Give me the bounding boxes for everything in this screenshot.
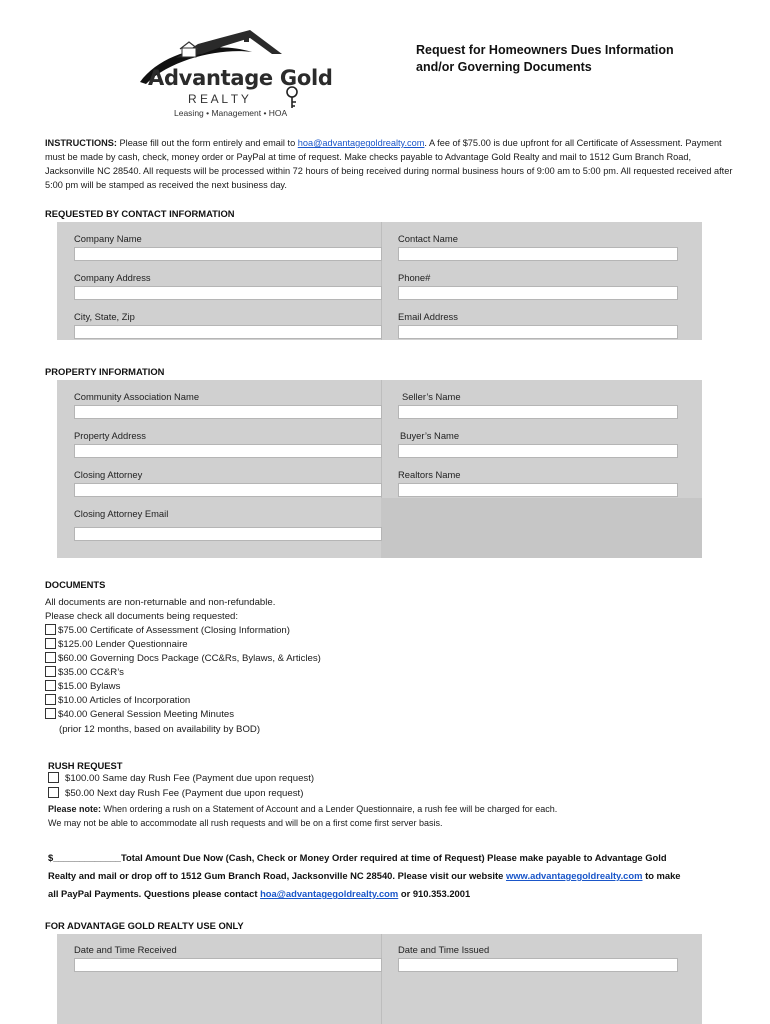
document-option-certificate[interactable]	[45, 624, 290, 638]
instructions-text-1: Please fill out the form entirely and email to	[116, 138, 298, 148]
empty-cell	[381, 498, 702, 558]
checkbox[interactable]	[45, 624, 56, 635]
instructions-email-link[interactable]: hoa@advantagegoldrealty.com	[297, 138, 425, 148]
logo-tagline: Leasing • Management • HOA	[174, 108, 288, 118]
documents-section-heading: DOCUMENTS	[45, 579, 106, 590]
total-line-3-text: all PayPal Payments. Questions please contact	[48, 888, 261, 899]
logo-realty: R E A L T Y	[188, 92, 249, 106]
total-line-3	[48, 887, 470, 901]
document-option-label: $15.00 Bylaws	[58, 681, 121, 692]
rush-option-next-day[interactable]	[48, 787, 303, 801]
office-section-heading: FOR ADVANTAGE GOLD REALTY USE ONLY	[45, 920, 244, 931]
city-state-zip-input[interactable]	[74, 325, 382, 339]
buyer-label: Buyer’s Name	[400, 430, 460, 441]
instructions-paragraph	[45, 136, 735, 192]
checkbox[interactable]	[48, 772, 59, 783]
total-amount-blank[interactable]: _____________	[53, 852, 121, 863]
contact-panel	[57, 222, 702, 340]
document-option-articles[interactable]	[45, 694, 190, 708]
website-link[interactable]: www.advantagegoldrealty.com	[505, 870, 643, 881]
document-option-label: $75.00 Certificate of Assessment (Closing Information)	[58, 625, 290, 636]
checkbox[interactable]	[45, 708, 56, 719]
documents-note-nonrefundable: All documents are non-returnable and non-refundable.	[45, 597, 276, 608]
logo-brand: Advantage Gold	[148, 66, 333, 90]
rush-note-line-2: We may not be able to accommodate all rush requests and will be on a first come first server basis.	[48, 818, 443, 828]
phone-input[interactable]	[398, 286, 678, 300]
contact-section-heading: REQUESTED BY CONTACT INFORMATION	[45, 208, 235, 219]
seller-input[interactable]	[398, 405, 678, 419]
document-option-label: $40.00 General Session Meeting Minutes	[58, 709, 234, 720]
date-issued-label: Date and Time Issued	[398, 944, 490, 955]
panel-divider	[381, 380, 382, 498]
total-line-2-end: to make	[642, 870, 681, 881]
minutes-note: (prior 12 months, based on availability by BOD)	[59, 724, 261, 735]
community-label: Community Association Name	[74, 391, 200, 402]
checkbox[interactable]	[45, 666, 56, 677]
seller-label: Seller’s Name	[402, 391, 461, 402]
document-option-label: $60.00 Governing Docs Package (CC&Rs, Bylaws, & Articles)	[58, 653, 321, 664]
title-line-1: Request for Homeowners Dues Information	[416, 43, 674, 57]
closing-attorney-email-label: Closing Attorney Email	[74, 508, 169, 519]
rush-option-label: $50.00 Next day Rush Fee (Payment due upon request)	[65, 788, 304, 799]
document-option-governing[interactable]	[45, 652, 321, 666]
checkbox[interactable]	[45, 680, 56, 691]
contact-name-label: Contact Name	[398, 233, 458, 244]
rush-note	[48, 802, 557, 816]
instructions-text-2: . A fee of $75.00 is due upfront for all Certificate of Assessment. Payment must be made by cash, check, money order or PayPal at time of request. Make checks payable to Advantage Gold Realty and mail to 1512 Gum Branch Road, Jacksonville NC 28540. All requests will be processed within 72 hours of being received during normal business hours of 9:00 am to 5:00 pm. All requested received after 5:00 pm will be stamped as received the next business day.	[45, 138, 733, 190]
contact-name-input[interactable]	[398, 247, 678, 261]
date-received-label: Date and Time Received	[74, 944, 177, 955]
instructions-label: INSTRUCTIONS:	[45, 138, 117, 148]
checkbox[interactable]	[45, 652, 56, 663]
realtors-input[interactable]	[398, 483, 678, 497]
city-state-zip-label: City, State, Zip	[74, 311, 135, 322]
company-name-label: Company Name	[74, 233, 142, 244]
document-option-label: $125.00 Lender Questionnaire	[58, 639, 188, 650]
total-dollar: $	[48, 852, 54, 863]
total-line-1-text: Total Amount Due Now (Cash, Check or Money Order required at time of Request) Please make payable to Advantage Gold	[121, 852, 667, 863]
rush-option-label: $100.00 Same day Rush Fee (Payment due upon request)	[65, 773, 315, 784]
contact-email-link[interactable]: hoa@advantagegoldrealty.com	[260, 888, 399, 899]
email-address-input[interactable]	[398, 325, 678, 339]
property-panel	[57, 380, 702, 558]
company-name-input[interactable]	[74, 247, 382, 261]
phone-label: Phone#	[398, 272, 431, 283]
rush-option-same-day[interactable]	[48, 772, 314, 786]
property-section-heading: PROPERTY INFORMATION	[45, 366, 165, 377]
rush-section-heading: RUSH REQUEST	[48, 760, 123, 771]
document-option-minutes[interactable]	[45, 708, 234, 722]
closing-attorney-label: Closing Attorney	[74, 469, 143, 480]
checkbox[interactable]	[45, 694, 56, 705]
rush-note-text: When ordering a rush on a Statement of Account and a Lender Questionnaire, a rush fee will be charged for each.	[101, 804, 558, 814]
document-option-ccrs[interactable]	[45, 666, 124, 680]
realtors-label: Realtors Name	[398, 469, 461, 480]
closing-attorney-input[interactable]	[74, 483, 382, 497]
page-title	[416, 42, 736, 76]
documents-note-check: Please check all documents being requested:	[45, 611, 239, 622]
closing-attorney-email-input[interactable]	[74, 527, 382, 541]
community-input[interactable]	[74, 405, 382, 419]
buyer-input[interactable]	[398, 444, 678, 458]
email-address-label: Email Address	[398, 311, 458, 322]
property-address-label: Property Address	[74, 430, 146, 441]
checkbox[interactable]	[48, 787, 59, 798]
office-panel	[57, 934, 702, 1024]
title-line-2: and/or Governing Documents	[416, 60, 592, 74]
document-option-lender[interactable]	[45, 638, 188, 652]
date-issued-input[interactable]	[398, 958, 678, 972]
company-address-input[interactable]	[74, 286, 382, 300]
checkbox[interactable]	[45, 638, 56, 649]
document-option-bylaws[interactable]	[45, 680, 120, 694]
property-address-input[interactable]	[74, 444, 382, 458]
total-line-2	[48, 869, 681, 883]
total-line-3-end: or 910.353.2001	[398, 888, 471, 899]
panel-divider	[381, 934, 382, 1024]
rush-note-label: Please note:	[48, 804, 102, 814]
document-option-label: $10.00 Articles of Incorporation	[58, 695, 191, 706]
total-line-1	[48, 851, 667, 865]
company-address-label: Company Address	[74, 272, 151, 283]
document-option-label: $35.00 CC&R’s	[58, 667, 124, 678]
date-received-input[interactable]	[74, 958, 382, 972]
company-logo	[132, 24, 333, 124]
panel-divider	[381, 222, 382, 340]
total-line-2-text: Realty and mail or drop off to 1512 Gum Branch Road, Jacksonville NC 28540. Please visit our website	[48, 870, 506, 881]
